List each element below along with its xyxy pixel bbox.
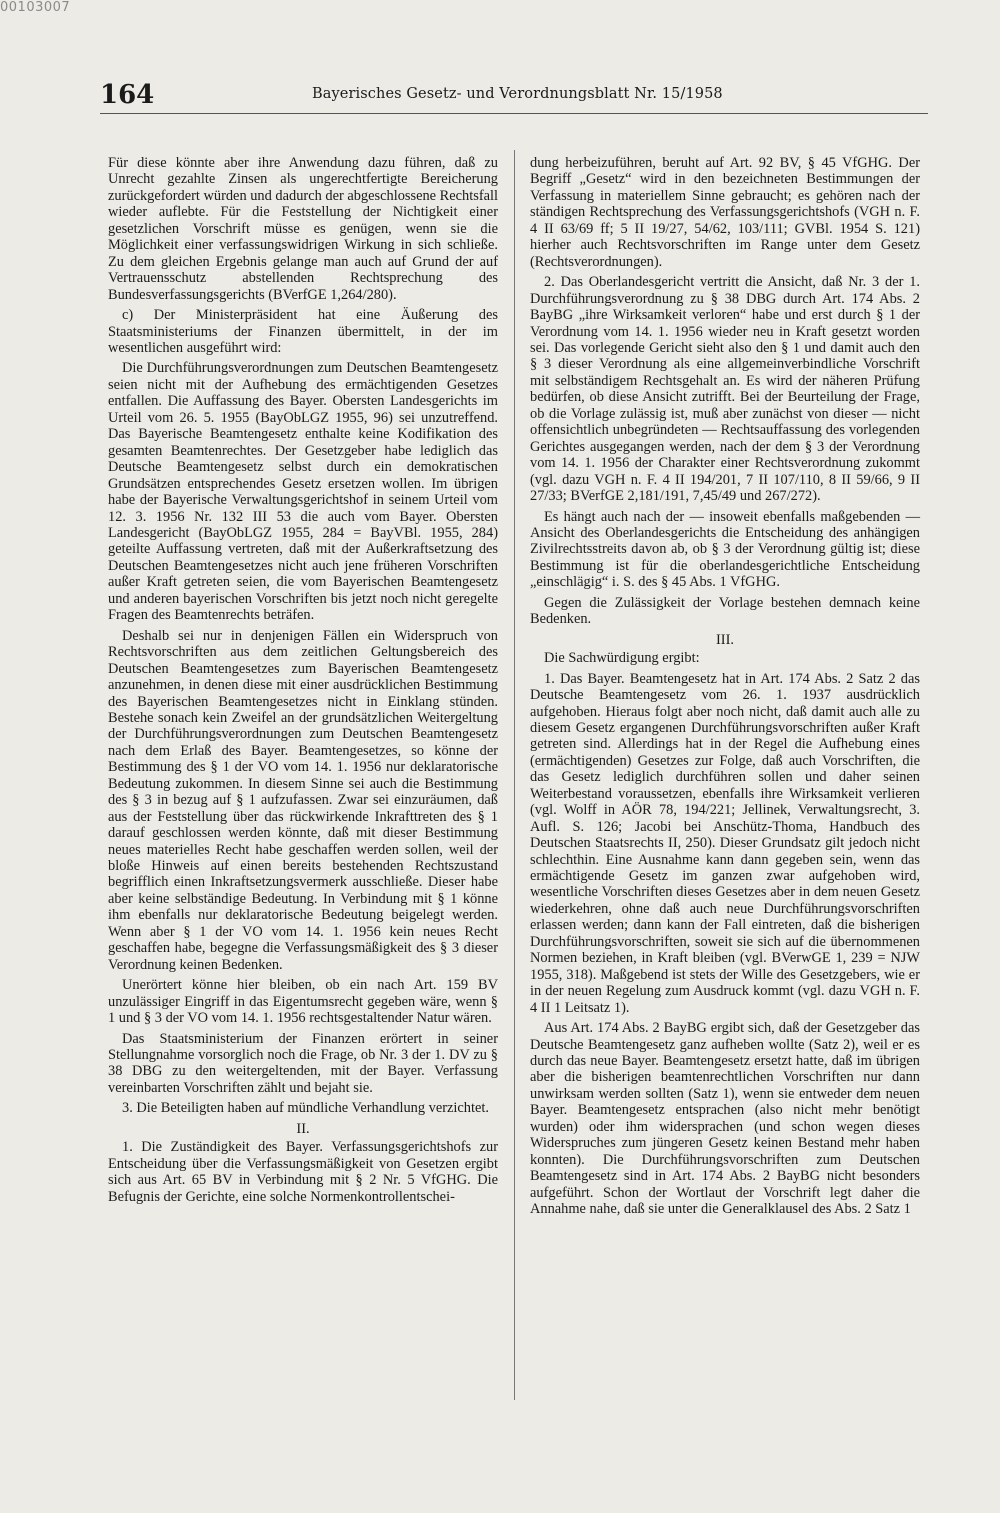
paragraph: Gegen die Zulässigkeit der Vorlage bestehen demnach keine Bedenken. — [530, 594, 920, 628]
page-number: 164 — [100, 80, 155, 110]
paragraph: Aus Art. 174 Abs. 2 BayBG ergibt sich, daß der Gesetzgeber das Deutsche Beamtengesetz ganz aufheben wollte (Satz 2), weil er es durch das neue Bayer. Beamtengesetz ersetzt hatte, daß im übrigen aber die bisherigen beamtenrechtlichen Vorschriften nur dann unwirksam werden sollten (Satz 1), wenn sie entweder dem neuen Bayer. Beamtengesetz entsprachen (also nicht mehr benötigt wurden) oder ihm widersprachen (und schon wegen dieses Widerspruches zum jüngeren Gesetz keinen Bestand mehr haben konnten). Die Durchführungsvorschriften zum Deutschen Beamtengesetz sind in Art. 174 Abs. 2 BayBG nicht besonders aufgeführt. Schon der Wortlaut der Vorschrift legt daher die Annahme nahe, daß sie unter die Generalklausel des Abs. 2 Satz 1 — [530, 1020, 920, 1218]
right-column — [530, 155, 920, 1222]
section-heading: II. — [296, 1120, 310, 1137]
paragraph: c) Der Ministerpräsident hat eine Äußerung des Staatsministeriums der Finanzen übermittelt, in der im wesentlichen ausgeführt wird: — [108, 307, 498, 356]
paragraph: Die Durchführungsverordnungen zum Deutschen Beamtengesetz seien nicht mit der Aufhebung des ermächtigenden Gesetzes entfallen. Die Auffassung des Bayer. Obersten Landesgerichts im Urteil vom 26. 5. 1955 (BayObLGZ 1955, 96) sei unzutreffend. Das Bayerische Beamtengesetz enthalte keine Kodifikation des gesamten Beamtenrechtes. Der Gesetzgeber habe lediglich das Deutsche Beamtengesetz selbst durch ein demokratischen Grundsätzen entsprechendes Gesetz ersetzen wollen. Im übrigen habe der Bayerische Verwaltungsgerichtshof in seinem Urteil vom 12. 3. 1956 Nr. 132 III 53 die auch vom Bayer. Obersten Landesgericht (BayObLGZ 1955, 284 = BayVBl. 1955, 284) geteilte Auffassung vertreten, daß mit der Außerkraftsetzung des Deutschen Beamtengesetzes nicht auch jene früheren Vorschriften außer Kraft getreten seien, die vom Bayerischen Beamtengesetz und anderen bayerischen Vorschriften bis jetzt noch nicht geregelte Fragen des Beamtenrechts beträfen. — [108, 360, 498, 624]
paragraph: Es hängt auch nach der — insoweit ebenfalls maßgebenden — Ansicht des Oberlandesgerichts die Entscheidung des anhängigen Zivilrechtsstreits davon ab, ob § 3 der Verordnung gültig ist; diese Bestimmung ist für die oberlandesgerichtliche Entscheidung „einschlägig“ i. S. des § 45 Abs. 1 VfGHG. — [530, 508, 920, 591]
running-title: Bayerisches Gesetz- und Verordnungsblatt Nr. 15/1958 — [312, 86, 723, 102]
paragraph: Unerörtert könne hier bleiben, ob ein nach Art. 159 BV unzulässiger Eingriff in das Eigentumsrecht gegeben wäre, wenn § 1 und § 3 der VO vom 14. 1. 1956 rechtsgestaltender Natur wären. — [108, 977, 498, 1027]
column-divider — [514, 150, 515, 1400]
paragraph: 1. Die Zuständigkeit des Bayer. Verfassungsgerichtshofs zur Entscheidung über die Verfassungsmäßigkeit von Gesetzen ergibt sich aus Art. 65 BV in Verbindung mit § 2 Nr. 5 VfGHG. Die Befugnis der Gerichte, eine solche Normenkontrollentschei- — [108, 1139, 498, 1205]
paragraph: 2. Das Oberlandesgericht vertritt die Ansicht, daß Nr. 3 der 1. Durchführungsverordnung zu § 38 DBG durch Art. 174 Abs. 2 BayBG „ihre Wirksamkeit verloren“ habe und erst durch § 1 der Verordnung vom 14. 1. 1956 wieder neu in Kraft gesetzt worden sei. Das vorlegende Gericht sieht also den § 1 und damit auch den § 3 dieser Verordnung als eine allgemeinverbindliche Vorschrift mit selbständigem Rechtsgehalt an. Es wird der näheren Prüfung bedürfen, ob diese Ansicht zutrifft. Bei der Beurteilung der Frage, ob die Vorlage zulässig ist, muß aber zunächst von dieser — nicht offensichtlich unbegründeten — Rechtsauffassung des vorlegenden Gerichtes ausgegangen werden, nach der dem § 3 der Verordnung vom 14. 1. 1956 der Charakter einer Rechtsverordnung zukommt (vgl. dazu VGH n. F. 4 II 194/201, 7 II 107/110, 8 II 59/66, 9 II 27/33; BVerfGE 2,181/191, 7,45/49 und 267/272). — [530, 274, 920, 505]
header-rule — [100, 113, 928, 114]
paragraph: dung herbeizuführen, beruht auf Art. 92 BV, § 45 VfGHG. Der Begriff „Gesetz“ wird in den bezeichneten Bestimmungen der Verfassung in materiellem Sinne gebraucht; es gehören nach der ständigen Rechtsprechung des Verfassungsgerichtshofs (VGH n. F. 4 II 63/69 ff; 5 II 19/27, 54/62, 103/111; GVBl. 1954 S. 121) hierher auch Rechtsvorschriften im Range unter dem Gesetz (Rechtsverordnungen). — [530, 155, 920, 270]
left-column — [108, 155, 498, 1209]
paragraph: 1. Das Bayer. Beamtengesetz hat in Art. 174 Abs. 2 Satz 2 das Deutsche Beamtengesetz vom 26. 1. 1937 ausdrücklich aufgehoben. Hieraus folgt aber noch nicht, daß damit auch alle zu diesem Gesetz ergangenen Durchführungsvorschriften außer Kraft getreten sind. Allerdings hat in der Regel die Aufhebung eines (ermächtigenden) Gesetzes zur Folge, daß auch Vorschriften, die das Gesetz lediglich durchführen sollen und daher seinen Weiterbestand voraussetzen, ebenfalls ihre Wirksamkeit verlieren (vgl. Wolff in AÖR 78, 194/221; Jellinek, Verwaltungsrecht, 3. Aufl. S. 126; Jacobi bei Anschütz-Thoma, Handbuch des Deutschen Staatsrechts II, 250). Dieser Grundsatz gilt jedoch nicht schlechthin. Eine Ausnahme kann dann gegeben sein, wenn das ermächtigende Gesetz im ganzen zwar aufgehoben wird, wesentliche Vorschriften dieses Gesetzes aber in dem neuen Gesetz wiederkehren, ohne daß auch neue Durchführungsvorschriften erlassen werden; dann kann der Fall eintreten, daß die bisherigen Durchführungsvorschriften, soweit sie sich auf die übernommenen Normen beziehen, in Kraft bleiben (vgl. BVerwGE 1, 239 = NJW 1955, 318). Maßgebend ist stets der Wille des Gesetzgebers, wie er in der neuen Regelung zum Ausdruck kommt (vgl. dazu VGH n. F. 4 II 1 Leitsatz 1). — [530, 670, 920, 1016]
section-heading: III. — [716, 631, 734, 648]
archive-id: 00103007 — [0, 0, 71, 15]
paragraph: Das Staatsministerium der Finanzen erörtert in seiner Stellungnahme vorsorglich noch die Frage, ob Nr. 3 der 1. DV zu § 38 DBG zu den weitergeltenden, mit der Bayer. Verfassung vereinbarten Vorschriften zählt und bejaht sie. — [108, 1030, 498, 1096]
paragraph: Für diese könnte aber ihre Anwendung dazu führen, daß zu Unrecht gezahlte Zinsen als ungerechtfertigte Bereicherung zurückgefordert würden und dadurch der abgeschlossene Rechtsfall wieder auflebte. Für die Feststellung der Nichtigkeit einer gesetzlichen Vorschrift müsse es genügen, wenn sie die Möglichkeit einer verfassungswidrigen Wirkung in sich schließe. Zu dem gleichen Ergebnis gelange man auch auf Grund der auf Vertrauensschutz abstellenden Rechtsprechung des Bundesverfassungsgerichts (BVerfGE 1,264/280). — [108, 155, 498, 303]
paragraph: 3. Die Beteiligten haben auf mündliche Verhandlung verzichtet. — [122, 1100, 489, 1117]
paragraph: Deshalb sei nur in denjenigen Fällen ein Widerspruch von Rechtsvorschriften aus dem zeitlichen Geltungsbereich des Deutschen Beamtengesetzes zum Bayerischen Beamtengesetz anzunehmen, in denen diese mit einer ausdrücklichen Bestimmung des Bayerischen Beamtengesetzes nicht in Einklang stünden. Bestehe sonach kein Zweifel an der grundsätzlichen Weitergeltung der Durchführungsverordnungen zum Deutschen Beamtengesetz nach dem Erlaß des Bayer. Beamtengesetzes, so könne der Bestimmung des § 1 der VO vom 14. 1. 1956 nur deklaratorische Bedeutung zukommen. In diesem Sinne sei auch die Bestimmung des § 3 in bezug auf § 1 aufzufassen. Zwar sei einzuräumen, daß aus der Feststellung über das rückwirkende Inkrafttreten des § 1 darauf geschlossen werden könnte, daß mit dieser Bestimmung neues materielles Recht habe geschaffen werden sollen, weil der bloße Hinweis auf einen bereits bestehenden Rechtszustand begrifflich einen Inkraftsetzungsvermerk ausschließe. Dieser habe aber keine selbständige Bedeutung. In Verbindung mit § 1 könne ihm ebenfalls nur deklaratorische Bedeutung beigelegt werden. Wenn aber § 1 der VO vom 14. 1. 1956 kein neues Recht geschaffen habe, begegne die Verfassungsmäßigkeit des § 3 dieser Verordnung keinen Bedenken. — [108, 627, 498, 973]
paragraph: Die Sachwürdigung ergibt: — [544, 650, 700, 667]
page-header — [100, 80, 928, 116]
